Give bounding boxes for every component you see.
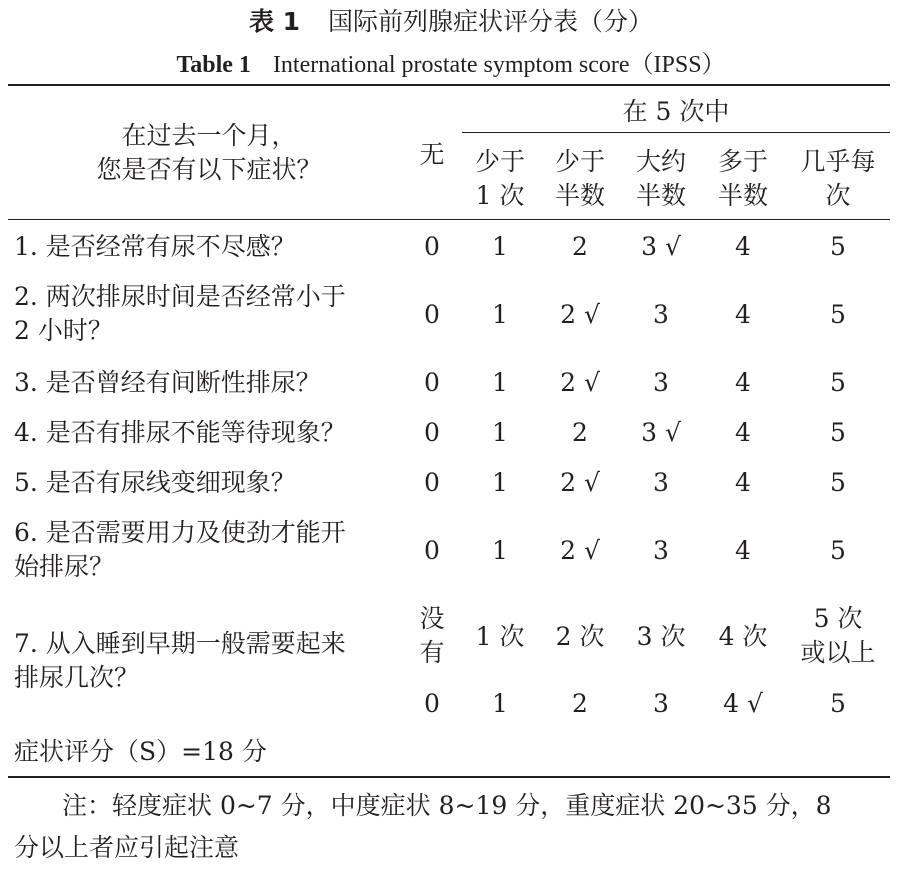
row-6-score-3: 3 — [653, 536, 669, 565]
header-group: 在 5 次中 — [622, 97, 730, 126]
row-7-label-line1: 7. 从入睡到早期一般需要起来 — [14, 629, 346, 658]
group-rule — [462, 132, 890, 133]
row-5-score-none: 0 — [424, 468, 440, 497]
header-col-3-l1: 大约 — [635, 147, 686, 176]
row-5-label: 5. 是否有尿线变细现象？ — [14, 468, 296, 497]
row-2-score-3: 3 — [653, 300, 669, 329]
row-7-option-none-l2: 有 — [419, 638, 445, 667]
header-col-4-l1: 多于 — [717, 147, 768, 176]
table-title-cn-text: 国际前列腺症状评分表（分） — [328, 7, 654, 36]
header-none: 无 — [419, 140, 445, 169]
row-4-score-4: 4 — [735, 418, 751, 447]
row-7-score-none: 0 — [424, 689, 440, 718]
row-4-score-1: 1 — [492, 418, 508, 447]
row-4-score-2: 2 — [572, 418, 588, 447]
row-3-score-none: 0 — [424, 368, 440, 397]
row-5-score-1: 1 — [492, 468, 508, 497]
row-2-label-line2: 2 小时？ — [14, 316, 113, 345]
row-7-score-2: 2 — [572, 689, 588, 718]
row-7-option-2: 2 次 — [555, 622, 605, 651]
row-1-score-1: 1 — [492, 232, 508, 261]
table-title-en — [0, 44, 902, 79]
row-5-score-4: 4 — [735, 468, 751, 497]
row-7-score-5: 5 — [830, 689, 846, 718]
row-4-score-none: 0 — [424, 418, 440, 447]
row-1-score-3: 3 √ — [641, 232, 681, 261]
table-title-en-text: International prostate symptom score（IPSS） — [272, 52, 726, 78]
row-7-option-1: 1 次 — [475, 622, 525, 651]
row-2-score-none: 0 — [424, 300, 440, 329]
header-rule — [8, 219, 890, 220]
row-7-score-3: 3 — [653, 689, 669, 718]
row-4-score-3: 3 √ — [641, 418, 681, 447]
row-6-score-1: 1 — [492, 536, 508, 565]
header-col-1-l1: 少于 — [474, 147, 525, 176]
row-6-label-line2: 始排尿？ — [14, 552, 115, 581]
row-2-label-line1: 2. 两次排尿时间是否经常小于 — [14, 282, 346, 311]
symptom-total: 症状评分（S）=18 分 — [14, 737, 267, 766]
bottom-rule — [8, 776, 890, 778]
table-title-cn — [0, 2, 902, 38]
row-2-score-2: 2 √ — [560, 300, 600, 329]
row-4-label: 4. 是否有排尿不能等待现象？ — [14, 418, 346, 447]
row-5-score-3: 3 — [653, 468, 669, 497]
row-1-score-none: 0 — [424, 232, 440, 261]
row-7-option-5-l2: 或以上 — [800, 638, 876, 667]
header-col-5-l2: 次 — [825, 181, 851, 210]
row-7-option-none-l1: 没 — [419, 604, 445, 633]
row-7-score-1: 1 — [492, 689, 508, 718]
row-7-label-line2: 排尿几次？ — [14, 663, 140, 692]
note-line2: 分以上者应引起注意 — [14, 833, 240, 862]
row-6-score-2: 2 √ — [560, 536, 600, 565]
row-6-score-5: 5 — [830, 536, 846, 565]
top-rule — [8, 84, 890, 86]
row-7-score-4: 4 √ — [723, 689, 763, 718]
row-3-label: 3. 是否曾经有间断性排尿？ — [14, 368, 321, 397]
row-1-score-4: 4 — [735, 232, 751, 261]
row-3-score-1: 1 — [492, 368, 508, 397]
row-6-score-4: 4 — [735, 536, 751, 565]
row-4-score-5: 5 — [830, 418, 846, 447]
header-question-line2: 您是否有以下症状？ — [96, 155, 322, 184]
row-2-score-4: 4 — [735, 300, 751, 329]
row-2-score-5: 5 — [830, 300, 846, 329]
row-3-score-2: 2 √ — [560, 368, 600, 397]
header-col-4-l2: 半数 — [717, 181, 768, 210]
row-7-option-3: 3 次 — [636, 622, 686, 651]
row-3-score-3: 3 — [653, 368, 669, 397]
row-1-label: 1. 是否经常有尿不尽感？ — [14, 232, 296, 261]
note-line1: 注：轻度症状 0~7 分，中度症状 8~19 分，重度症状 20~35 分，8 — [62, 791, 832, 820]
header-col-2-l1: 少于 — [554, 147, 605, 176]
row-7-option-5-l1: 5 次 — [813, 604, 863, 633]
row-7-option-4: 4 次 — [718, 622, 768, 651]
header-col-2-l2: 半数 — [554, 181, 605, 210]
table-label-en: Table 1 — [176, 52, 251, 78]
row-6-score-none: 0 — [424, 536, 440, 565]
row-1-score-5: 5 — [830, 232, 846, 261]
row-2-score-1: 1 — [492, 300, 508, 329]
table-label-cn: 表 1 — [248, 7, 301, 36]
row-1-score-2: 2 — [572, 232, 588, 261]
header-col-5-l1: 几乎每 — [800, 147, 876, 176]
row-3-score-5: 5 — [830, 368, 846, 397]
row-6-label-line1: 6. 是否需要用力及使劲才能开 — [14, 518, 346, 547]
row-3-score-4: 4 — [735, 368, 751, 397]
row-5-score-5: 5 — [830, 468, 846, 497]
row-5-score-2: 2 √ — [560, 468, 600, 497]
header-col-3-l2: 半数 — [635, 181, 686, 210]
header-question-line1: 在过去一个月， — [121, 121, 297, 150]
header-col-1-l2: 1 次 — [475, 181, 525, 210]
